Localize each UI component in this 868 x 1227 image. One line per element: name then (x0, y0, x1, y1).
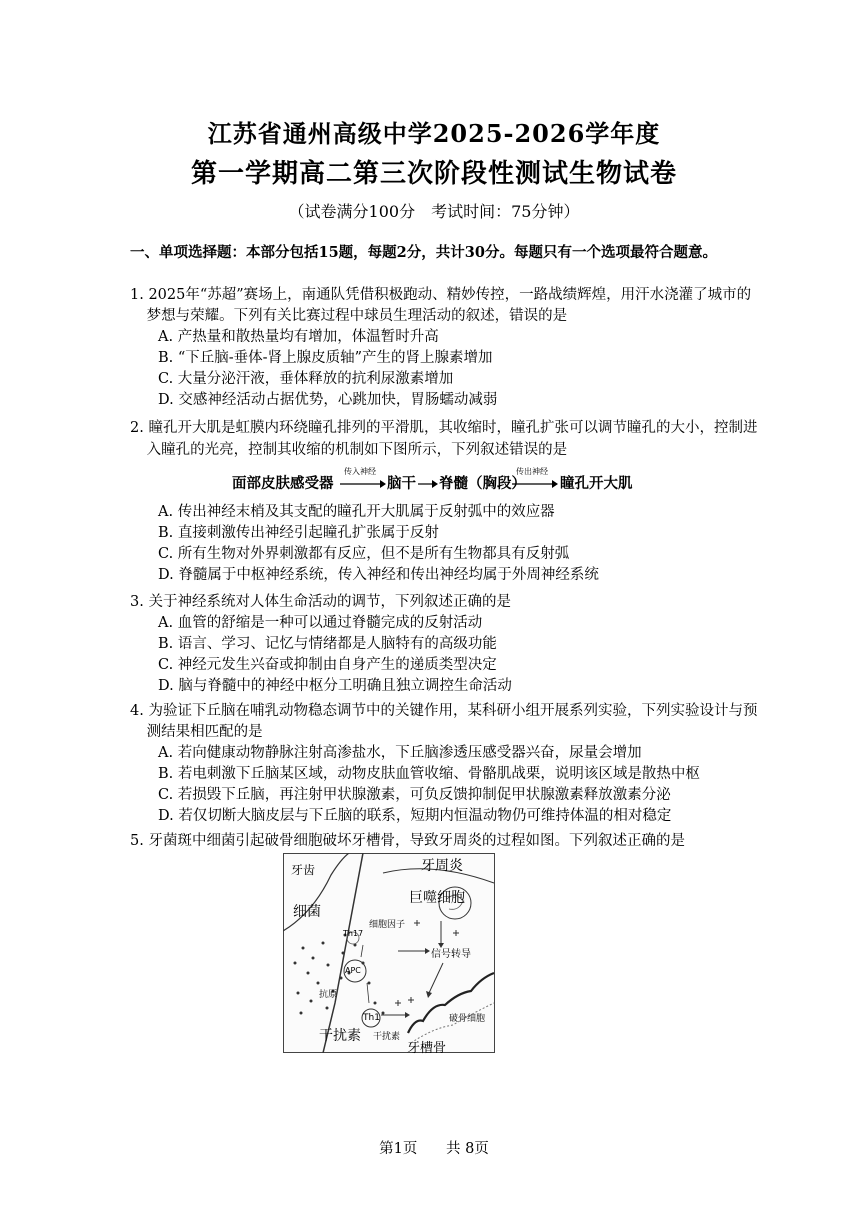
flow-arrow-label-efferent: 传出神经 (516, 467, 548, 476)
label-tooth: 牙齿 (291, 863, 316, 877)
flow-node-receptor: 面部皮肤感受器 (232, 475, 334, 492)
exam-subtitle: （试卷满分100分 考试时间：75分钟） (288, 202, 580, 221)
question-stem: 5. 牙菌斑中细菌引起破骨细胞破坏牙槽骨，导致牙周炎的过程如图。下列叙述正确的是 (130, 833, 685, 849)
page-total: 共 8页 (446, 1141, 489, 1157)
option-d: D. 脊髓属于中枢神经系统，传入神经和传出神经均属于外周神经系统 (158, 567, 599, 583)
option-d: D. 脑与脊髓中的神经中枢分工明确且独立调控生命活动 (158, 678, 512, 694)
question-3 (130, 592, 758, 697)
option-a: A. 产热量和散热量均有增加，体温暂时升高 (158, 329, 439, 345)
exam-title-line1: 江苏省通州高级中学2025-2026学年度 (207, 119, 661, 148)
section-heading: 一、单项选择题：本部分包括15题，每题2分，共计30分。每题只有一个选项最符合题意。 (130, 244, 717, 261)
question-stem: 1. 2025年“苏超”赛场上，南通队凭借积极跑动、精妙传控，一路战绩辉煌，用汗水浇灌了城市的梦想与荣耀。下列有关比赛过程中球员生理活动的叙述，错误的是 (130, 287, 752, 324)
flow-arrow-label-afferent: 传入神经 (344, 467, 376, 476)
label-cytokine: 细胞因子 (369, 920, 406, 930)
page-footer (0, 1137, 868, 1158)
label-apc: APC (345, 966, 361, 975)
reflex-flow-diagram (232, 467, 652, 494)
question-stem: 4. 为验证下丘脑在哺乳动物稳态调节中的关键作用，某科研小组开展系列实验，下列实验设计与预测结果相匹配的是 (130, 703, 758, 740)
option-a: A. 若向健康动物静脉注射高渗盐水，下丘脑渗透压感受器兴奋，尿量会增加 (158, 745, 642, 761)
question-4 (130, 701, 758, 827)
flow-node-dilator-muscle: 瞳孔开大肌 (560, 475, 633, 492)
option-b: B. 语言、学习、记忆与情绪都是人脑特有的高级功能 (158, 636, 497, 652)
option-c: C. 大量分泌汗液，垂体释放的抗利尿激素增加 (158, 371, 454, 387)
question-stem: 3. 关于神经系统对人体生命活动的调节，下列叙述正确的是 (130, 594, 511, 610)
label-macrophage: 巨噬细胞 (409, 890, 465, 906)
label-th1: Th1 (363, 1013, 380, 1023)
option-b: B. “下丘脑-垂体-肾上腺皮质轴”产生的肾上腺素增加 (158, 350, 493, 366)
label-alveolar-bone: 牙槽骨 (407, 1041, 447, 1056)
option-d: D. 交感神经活动占据优势，心跳加快，胃肠蠕动减弱 (158, 392, 498, 408)
label-interferon-large: 干扰素 (319, 1028, 361, 1044)
arrow-right-icon (340, 480, 386, 488)
option-b: B. 直接刺激传出神经引起瞳孔扩张属于反射 (158, 525, 439, 541)
question-1 (130, 285, 758, 411)
option-c: C. 所有生物对外界刺激都有反应，但不是所有生物都具有反射弧 (158, 546, 570, 562)
option-c: C. 神经元发生兴奋或抑制由自身产生的递质类型决定 (158, 657, 497, 673)
label-periodontitis: 牙周炎 (421, 858, 463, 874)
label-th17: Th17 (343, 929, 364, 938)
option-d: D. 若仅切断大脑皮层与下丘脑的联系，短期内恒温动物仍可维持体温的相对稳定 (158, 808, 672, 824)
option-a: A. 血管的舒缩是一种可以通过脊髓完成的反射活动 (158, 615, 483, 631)
label-osteoclast: 破骨细胞 (449, 1014, 486, 1024)
arrow-right-icon (512, 480, 558, 488)
page-number: 第1页 (379, 1141, 418, 1157)
label-bacteria: 细菌 (293, 904, 321, 920)
question-2 (130, 417, 758, 461)
question-2-options (130, 502, 758, 586)
question-stem: 2. 瞳孔开大肌是虹膜内环绕瞳孔排列的平滑肌，其收缩时，瞳孔扩张可以调节瞳孔的大小，控制进入瞳孔的光亮，控制其收缩的机制如下图所示，下列叙述错误的是 (130, 420, 758, 458)
option-b: B. 若电刺激下丘脑某区域，动物皮肤血管收缩、骨骼肌战栗，说明该区域是散热中枢 (158, 766, 700, 782)
periodontitis-figure (283, 853, 495, 1056)
exam-title-line2: 第一学期高二第三次阶段性测试生物试卷 (190, 159, 677, 189)
option-a: A. 传出神经末梢及其支配的瞳孔开大肌属于反射弧中的效应器 (158, 504, 555, 520)
option-c: C. 若损毁下丘脑，再注射甲状腺激素，可负反馈抑制促甲状腺激素释放激素分泌 (158, 787, 671, 803)
question-5 (130, 831, 758, 852)
arrow-right-icon (418, 480, 438, 488)
label-antigen: 抗原 (319, 990, 338, 1000)
flow-node-brainstem: 脑干 (387, 475, 416, 492)
label-interferon-small: 干扰素 (373, 1032, 401, 1042)
flow-node-spinal-cord: 脊髓（胸段） (439, 475, 526, 492)
label-signal-transduction: 信号转导 (431, 949, 471, 960)
